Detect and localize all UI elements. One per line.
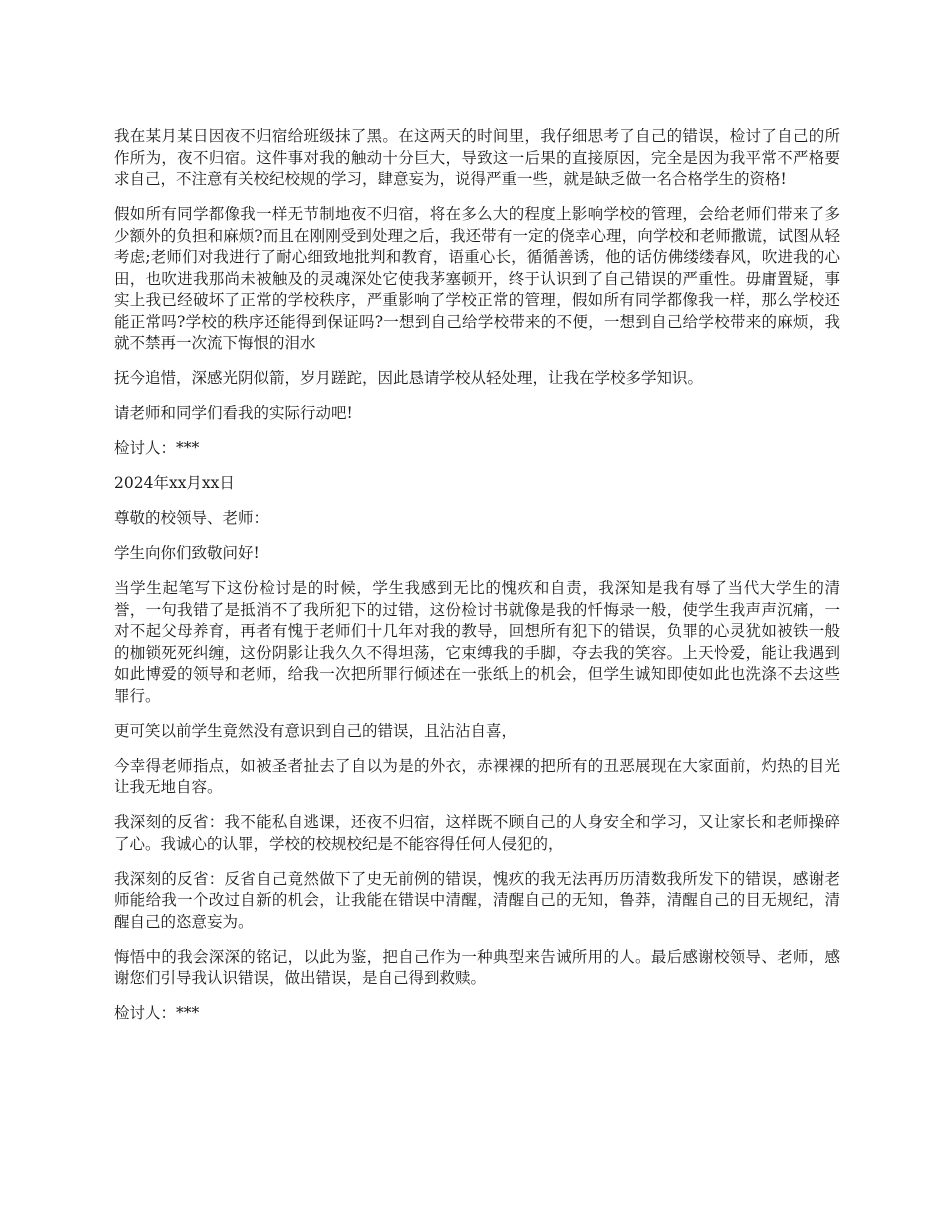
paragraph-remorse: 当学生起笔写下这份检讨是的时候，学生我感到无比的愧疚和自责，我深知是我有辱了当代大学生的清誉，一句我错了是抵消不了我所犯下的过错，这份检讨书就像是我的忏悔录一般，使学生我声声沉痛，一对不起父母养育，再者有愧于老师们十几年对我的教导，回想所有犯下的错误，负罪的心灵犹如被铁一般的枷锁死死纠缠，这份阴影让我久久不得坦荡，它束缚我的手脚，夺去我的笑容。上天怜爱，能让我遇到如此博爱的领导和老师，给我一次把所罪行倾述在一张纸上的机会，但学生诚知即使如此也洗涤不去这些罪行。 <box>114 579 840 705</box>
paragraph-teacher-guidance: 今幸得老师指点，如被圣者扯去了自以为是的外衣，赤裸裸的把所有的丑恶展现在大家面前，灼热的目光让我无地自容。 <box>114 756 840 796</box>
document-page <box>114 126 840 1038</box>
paragraph-reflection-1: 我深刻的反省：我不能私自逃课，还夜不归宿，这样既不顾自己的人身安全和学习，又让家长和老师操碎了心。我诚心的认罪，学校的校规校纪是不能容得任何人侵犯的， <box>114 813 840 853</box>
greeting: 学生向你们致敬问好! <box>114 544 260 562</box>
signature-line-2: 检讨人：*** <box>114 1004 200 1022</box>
paragraph-not-aware: 更可笑以前学生竟然没有意识到自己的错误，且沾沾自喜， <box>114 721 518 740</box>
signature-line-1: 检讨人：*** <box>114 439 200 457</box>
paragraph-reflection-2: 我深刻的反省：反省自己竟然做下了史无前例的错误，愧疚的我无法再历历清数我所发下的错误，感谢老师能给我一个改过自新的机会，让我能在错误中清醒，清醒自己的无知，鲁莽，清醒自己的目无规纪，清醒自己的恣意妄为。 <box>114 869 840 931</box>
paragraph-closing-thanks: 悔悟中的我会深深的铭记，以此为鉴，把自己作为一种典型来告诫所用的人。最后感谢校领导、老师，感谢您们引导我认识错误，做出错误，是自己得到救赎。 <box>114 947 840 987</box>
paragraph-impact-on-school: 假如所有同学都像我一样无节制地夜不归宿，将在多么大的程度上影响学校的管理，会给老师们带来了多少额外的负担和麻烦?而且在刚刚受到处理之后，我还带有一定的侥幸心理，向学校和老师撒谎，试图从轻考虑;老师们对我进行了耐心细致地批判和教育，语重心长，循循善诱，他的话仿佛缕缕春风，吹进我的心田，也吹进我那尚未被触及的灵魂深处它使我茅塞顿开，终于认识到了自己错误的严重性。毋庸置疑，事实上我已经破坏了正常的学校秩序，严重影响了学校正常的管理，假如所有同学都像我一样，那么学校还能正常吗?学校的秩序还能得到保证吗?一想到自己给学校带来的不便，一想到自己给学校带来的麻烦，我就不禁再一次流下悔恨的泪水 <box>114 205 840 352</box>
paragraph-self-criticism-intro: 我在某月某日因夜不归宿给班级抹了黑。在这两天的时间里，我仔细思考了自己的错误，检讨了自己的所作所为，夜不归宿。这件事对我的触动十分巨大，导致这一后果的直接原因，完全是因为我平常不严格要求自己，不注意有关校纪校规的学习，肆意妄为，说得严重一些，就是缺乏做一名合格学生的资格! <box>114 127 840 188</box>
paragraph-request-leniency: 抚今追惜，深感光阴似箭，岁月蹉跎，因此恳请学校从轻处理，让我在学校多学知识。 <box>114 369 704 387</box>
date-line: 2024年xx月xx日 <box>114 474 235 492</box>
paragraph-watch-my-actions: 请老师和同学们看我的实际行动吧! <box>114 404 353 422</box>
salutation: 尊敬的校领导、老师： <box>114 509 270 527</box>
